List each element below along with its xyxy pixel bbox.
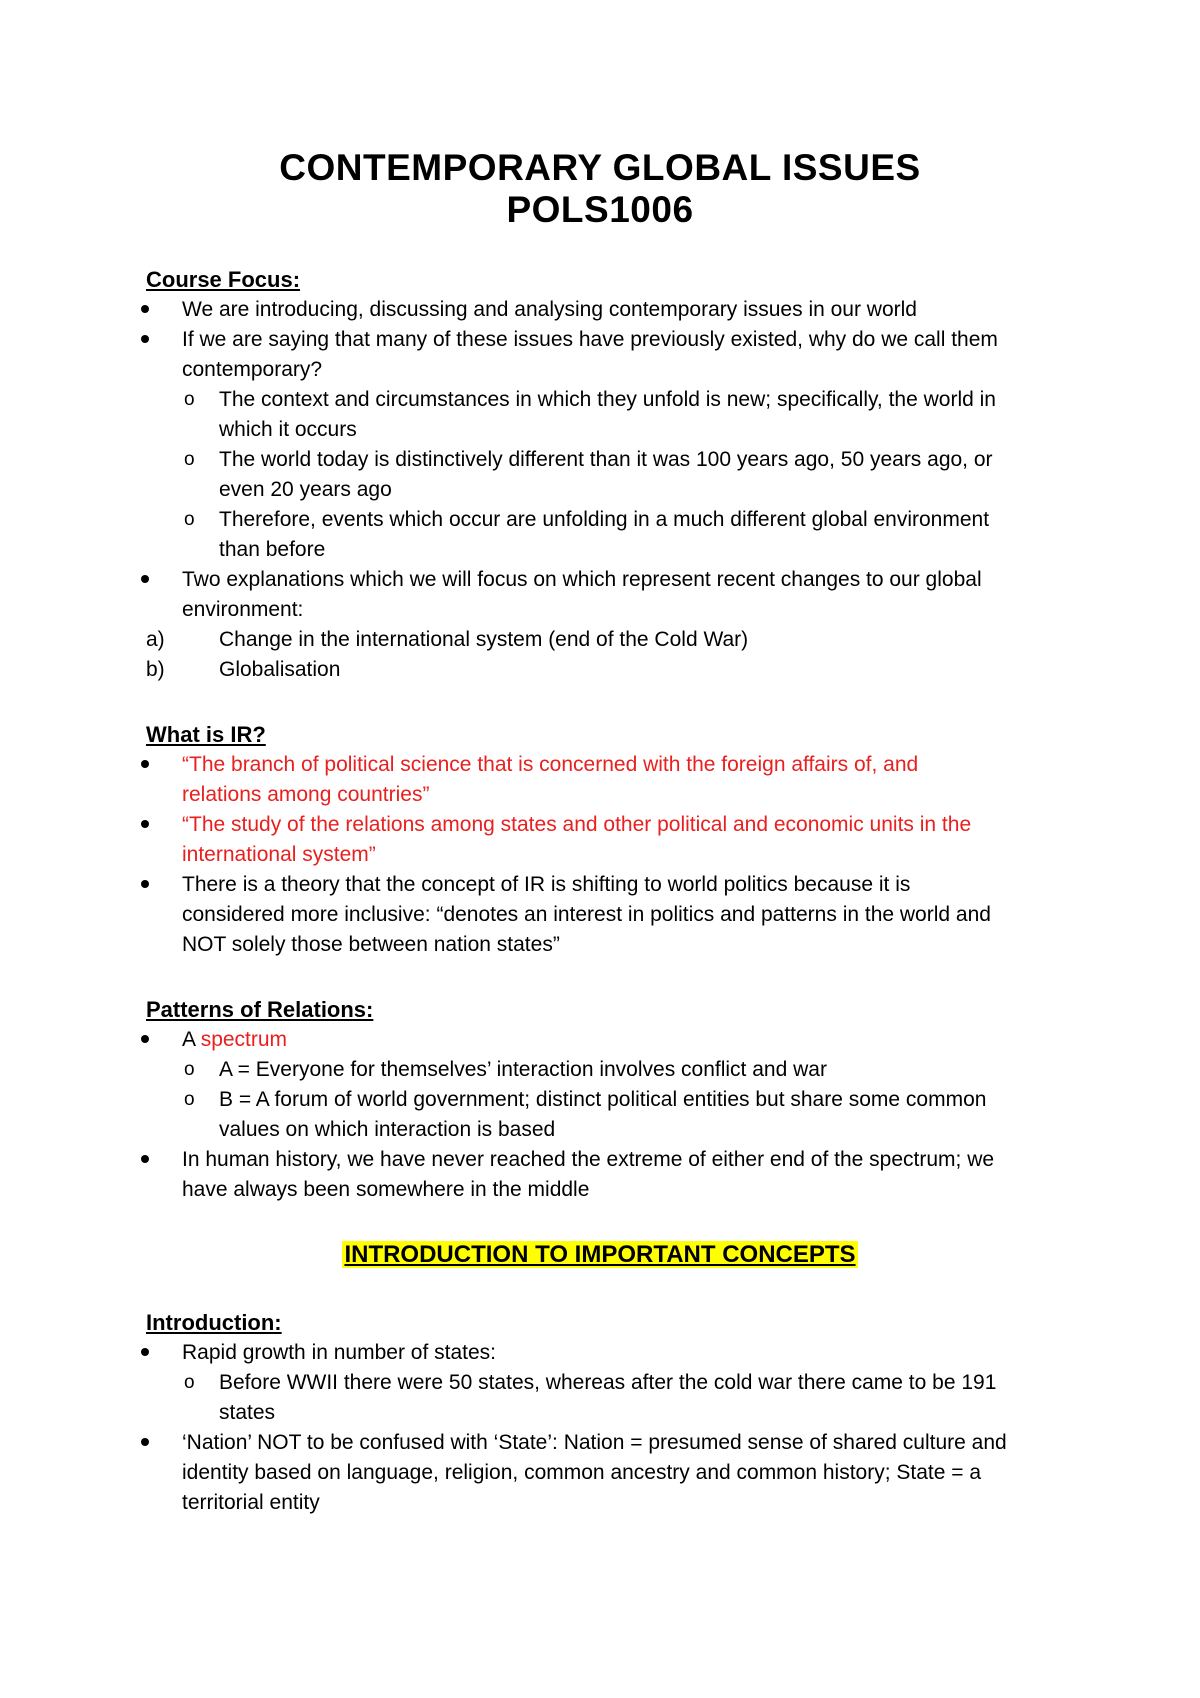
section-heading-introduction: Introduction: [146,1310,282,1335]
sub-list-item-continuation: which it occurs [219,418,357,441]
sub-list-item-continuation: than before [219,538,326,561]
list-item-continuation: relations among countries” [182,783,430,806]
list-item [182,1025,287,1055]
spectrum-prefix: A [182,1028,201,1051]
sub-list-item-continuation: even 20 years ago [219,478,392,501]
list-item-continuation: have always been somewhere in the middle [182,1178,590,1201]
sub-bullet-icon: o [184,1372,195,1393]
bullet-icon [141,810,157,840]
sub-list-item: The context and circumstances in which they unfold is new; specifically, the world in [219,388,996,411]
spectrum-term: spectrum [200,1028,288,1051]
list-item-continuation: environment: [182,598,304,621]
list-item-continuation: international system” [182,843,376,866]
bullet-icon [141,750,157,780]
sub-list-item: Therefore, events which occur are unfolding in a much different global environment [219,508,990,531]
list-item: We are introducing, discussing and analysing contemporary issues in our world [182,298,917,321]
bullet-icon [141,565,157,595]
bullet-icon [141,1338,157,1368]
list-item: Two explanations which we will focus on which represent recent changes to our global [182,568,982,591]
list-item-continuation: contemporary? [182,358,323,381]
lettered-item: Globalisation [219,658,341,681]
list-item: Rapid growth in number of states: [182,1341,496,1364]
list-letter: b) [146,658,165,681]
sub-list-item: Before WWII there were 50 states, whereas after the cold war there came to be 191 [219,1371,997,1394]
section-heading-patterns: Patterns of Relations: [146,997,374,1022]
bullet-icon [141,870,157,900]
sub-bullet-icon: o [184,389,195,410]
sub-bullet-icon: o [184,1089,195,1110]
section-heading-course-focus: Course Focus: [146,267,301,292]
highlighted-section-banner [0,1238,1200,1272]
list-item: If we are saying that many of these issues have previously existed, why do we call them [182,328,998,351]
list-item: In human history, we have never reached the extreme of either end of the spectrum; we [182,1148,995,1171]
sub-list-item-continuation: states [219,1401,276,1424]
sub-list-item: A = Everyone for themselves’ interaction involves conflict and war [219,1058,827,1081]
bullet-icon [141,325,157,355]
sub-list-item: The world today is distinctively different than it was 100 years ago, 50 years ago, or [219,448,993,471]
list-item: There is a theory that the concept of IR is shifting to world politics because it is [182,873,911,896]
list-item-continuation: NOT solely those between nation states” [182,933,560,956]
sub-bullet-icon: o [184,449,195,470]
list-item-continuation: identity based on language, religion, common ancestry and common history; State = a [182,1461,982,1484]
section-heading-what-is-ir: What is IR? [146,722,266,747]
list-item-quote: “The study of the relations among states and other political and economic units in the [182,813,972,836]
list-item-quote: “The branch of political science that is concerned with the foreign affairs of, and [182,753,919,776]
course-code: POLS1006 [506,189,694,230]
list-letter: a) [146,628,165,651]
document-title: CONTEMPORARY GLOBAL ISSUES [279,147,921,188]
bullet-icon [141,1145,157,1175]
sub-bullet-icon: o [184,509,195,530]
list-item-continuation: territorial entity [182,1491,320,1514]
bullet-icon [141,1428,157,1458]
list-item: ‘Nation’ NOT to be confused with ‘State’: Nation = presumed sense of shared culture and [182,1431,1007,1454]
bullet-icon [141,295,157,325]
sub-list-item: B = A forum of world government; distinct political entities but share some common [219,1088,987,1111]
sub-list-item-continuation: values on which interaction is based [219,1118,556,1141]
lettered-item: Change in the international system (end of the Cold War) [219,628,749,651]
sub-bullet-icon: o [184,1059,195,1080]
bullet-icon [141,1025,157,1055]
banner-text: INTRODUCTION TO IMPORTANT CONCEPTS [344,1241,856,1268]
list-item-continuation: considered more inclusive: “denotes an interest in politics and patterns in the world and [182,903,991,926]
